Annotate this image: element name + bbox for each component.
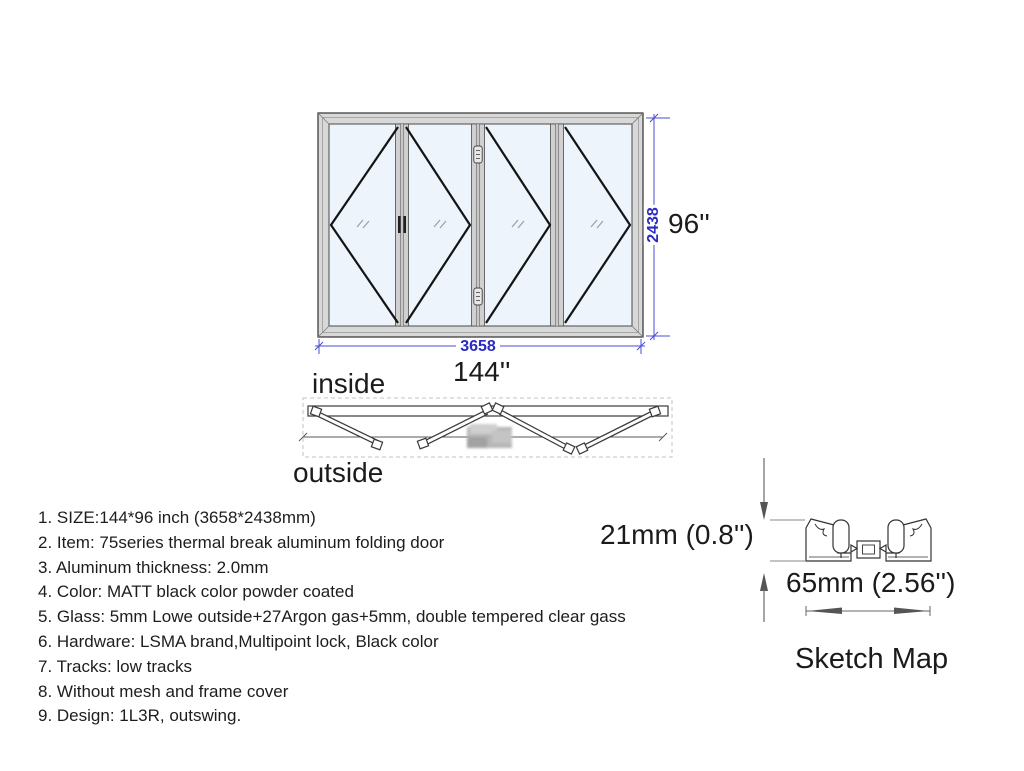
mullion-3-4 (551, 124, 564, 326)
sketch-map-title: Sketch Map (795, 643, 949, 675)
up-arrow-icon (760, 573, 768, 591)
down-arrow-icon (760, 502, 768, 520)
right-arrow-icon (894, 608, 929, 615)
roller-right (888, 520, 904, 553)
watermark-blur (467, 424, 512, 448)
track-width-label: 65mm (2.56'') (786, 567, 956, 598)
height-dimension-mm: 2438 (645, 207, 662, 243)
spec-item: 6. Hardware: LSMA brand,Multipoint lock, Black color (38, 631, 439, 651)
mullion-1-2 (396, 124, 409, 326)
width-dimension-mm: 3658 (443, 338, 513, 356)
hinge-bottom-icon (474, 288, 482, 305)
width-dimension-arrows (806, 606, 930, 616)
outside-label: outside (293, 457, 384, 488)
spec-item: 2. Item: 75series thermal break aluminum folding door (38, 532, 445, 552)
hinge-top-icon (474, 146, 482, 163)
spec-item: 4. Color: MATT black color powder coated (38, 582, 354, 602)
folding-plan-view (299, 398, 672, 457)
inside-label: inside (312, 368, 386, 399)
spec-item: 8. Without mesh and frame cover (38, 681, 289, 701)
height-dimension-inch: 96'' (668, 208, 710, 239)
track-height-label: 21mm (0.8'') (600, 519, 754, 550)
specification-list (38, 506, 626, 729)
roller-left (833, 520, 849, 553)
width-dimension-inch: 144'' (453, 356, 511, 387)
center-connector (857, 541, 880, 558)
spec-item: 5. Glass: 5mm Lowe outside+27Argon gas+5mm, double tempered clear gass (38, 607, 626, 627)
spec-item: 7. Tracks: low tracks (38, 656, 192, 676)
spec-item: 9. Design: 1L3R, outswing. (38, 706, 242, 726)
door-elevation (318, 113, 643, 337)
spec-item: 3. Aluminum thickness: 2.0mm (38, 557, 269, 577)
spec-item: 1. SIZE:144*96 inch (3658*2438mm) (38, 508, 316, 527)
track-cross-section (806, 519, 931, 561)
left-arrow-icon (807, 608, 842, 615)
